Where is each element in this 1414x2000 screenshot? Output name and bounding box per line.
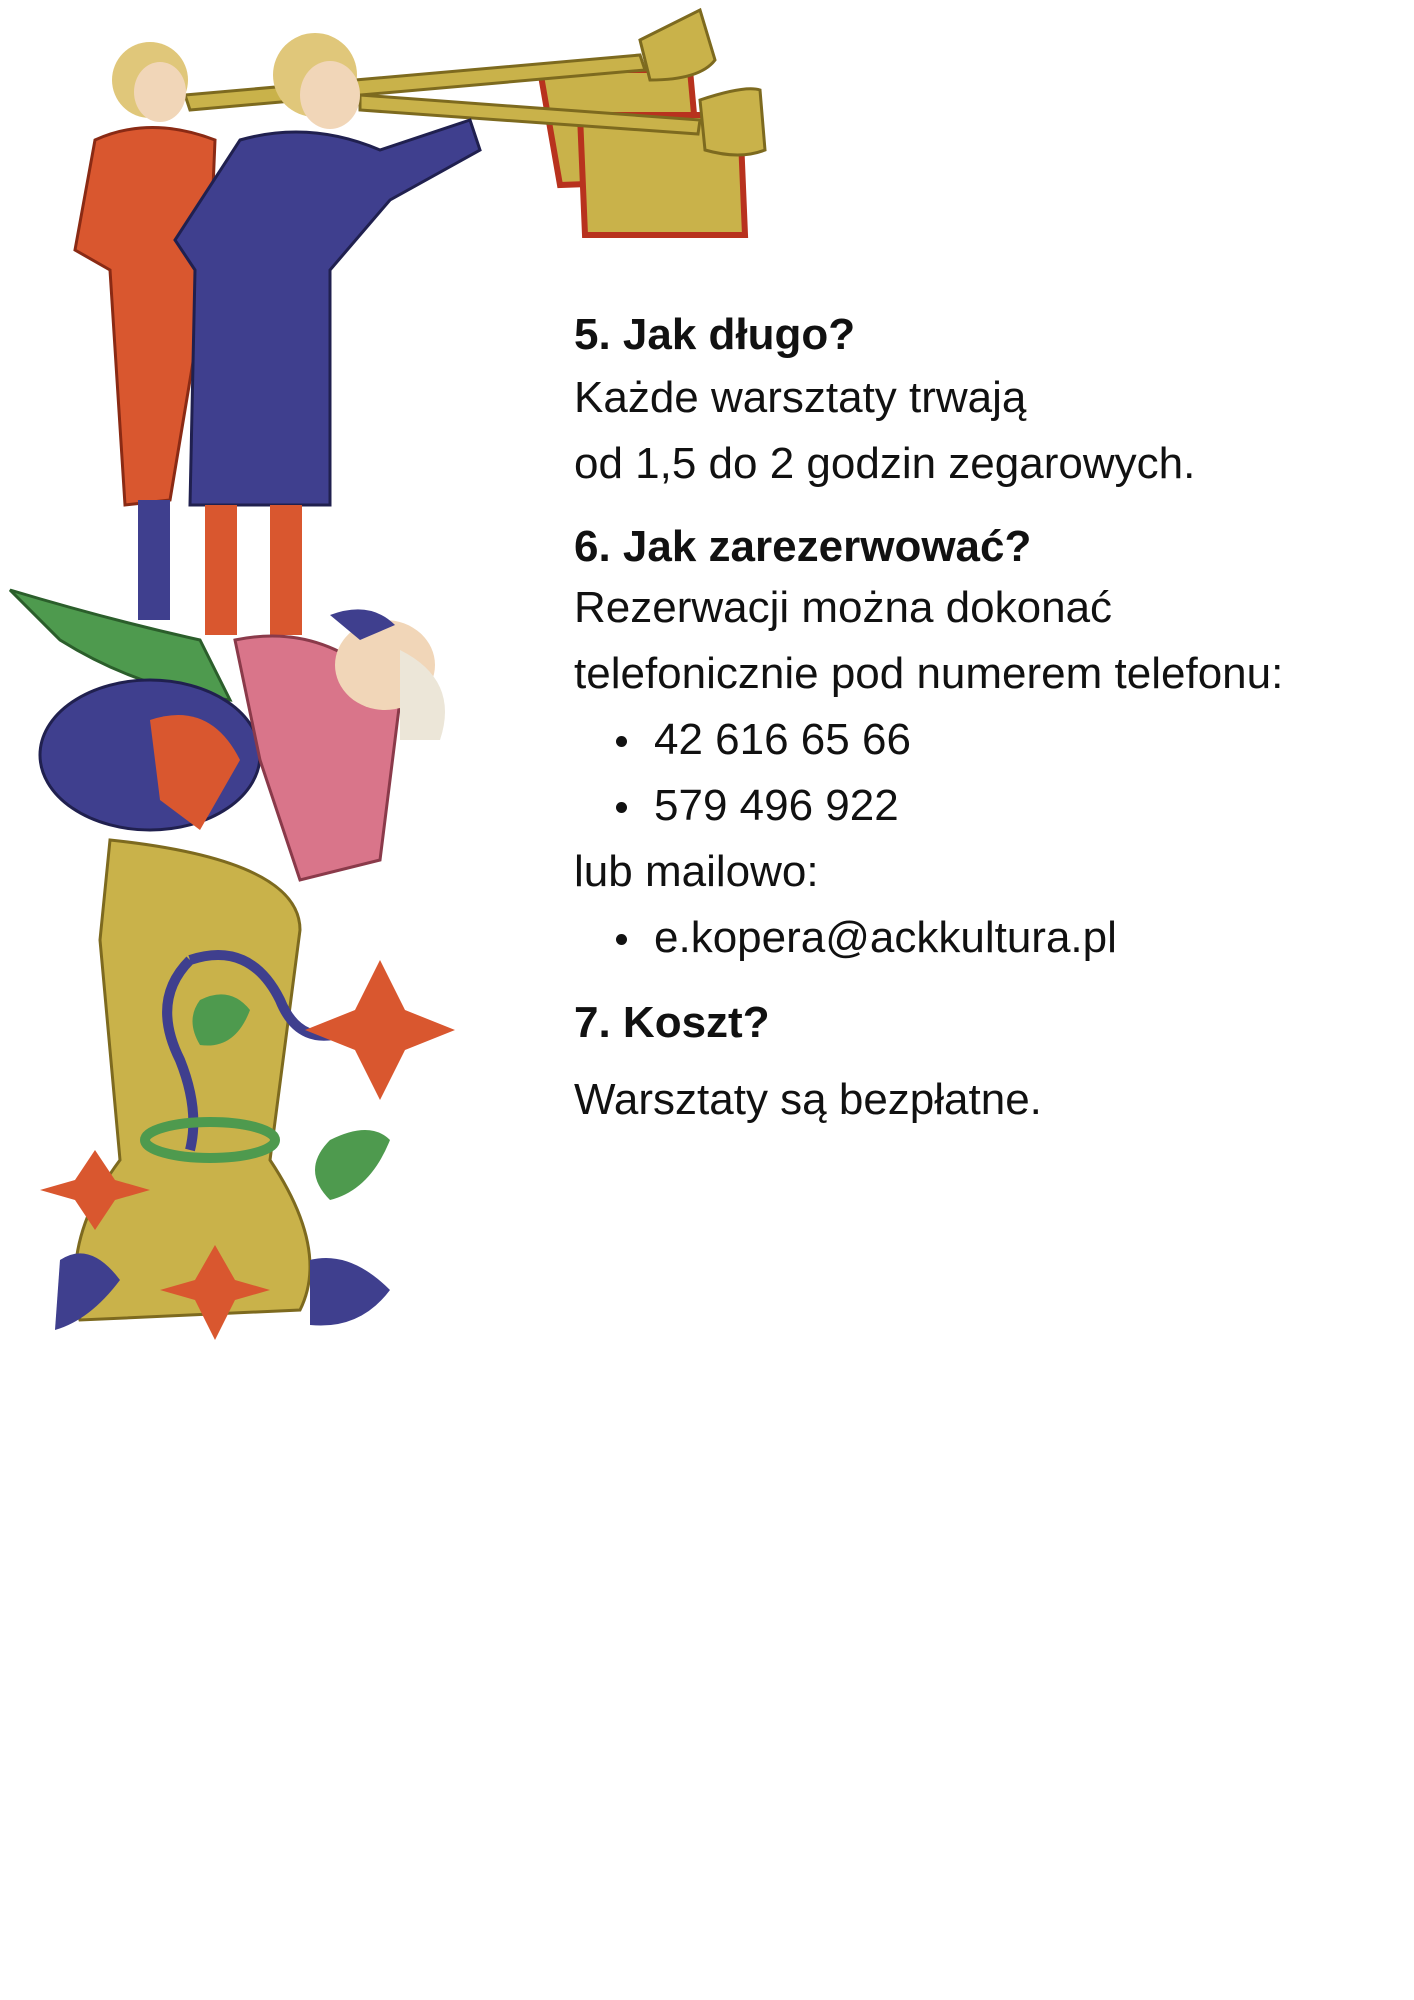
phone-number: 42 616 65 66: [654, 707, 1374, 773]
phone-number: 579 496 922: [654, 773, 1374, 839]
section-text: od 1,5 do 2 godzin zegarowych.: [574, 439, 1196, 488]
section-heading: 5. Jak długo?: [574, 310, 856, 359]
section-heading: 7. Koszt?: [574, 998, 770, 1047]
section-text: Rezerwacji można dokonać: [574, 583, 1113, 632]
section-text: telefonicznie pod numerem telefonu:: [574, 649, 1284, 698]
email-address: e.kopera@ackkultura.pl: [654, 905, 1374, 971]
section-how-long: [574, 305, 1374, 497]
section-text: lub mailowo:: [574, 847, 819, 896]
section-heading: 6. Jak zarezerwować?: [574, 522, 1032, 571]
foliage-column-icon: [40, 840, 455, 1340]
section-cost: [574, 993, 1374, 1133]
info-content: [574, 305, 1374, 1133]
section-reservation: [574, 519, 1374, 971]
section-text: Każde warsztaty trwają: [574, 373, 1027, 422]
email-list: [574, 905, 1374, 971]
blue-trumpeter-figure-icon: [175, 33, 480, 635]
section-text: Warsztaty są bezpłatne.: [574, 1075, 1042, 1124]
phone-list: [574, 707, 1374, 839]
